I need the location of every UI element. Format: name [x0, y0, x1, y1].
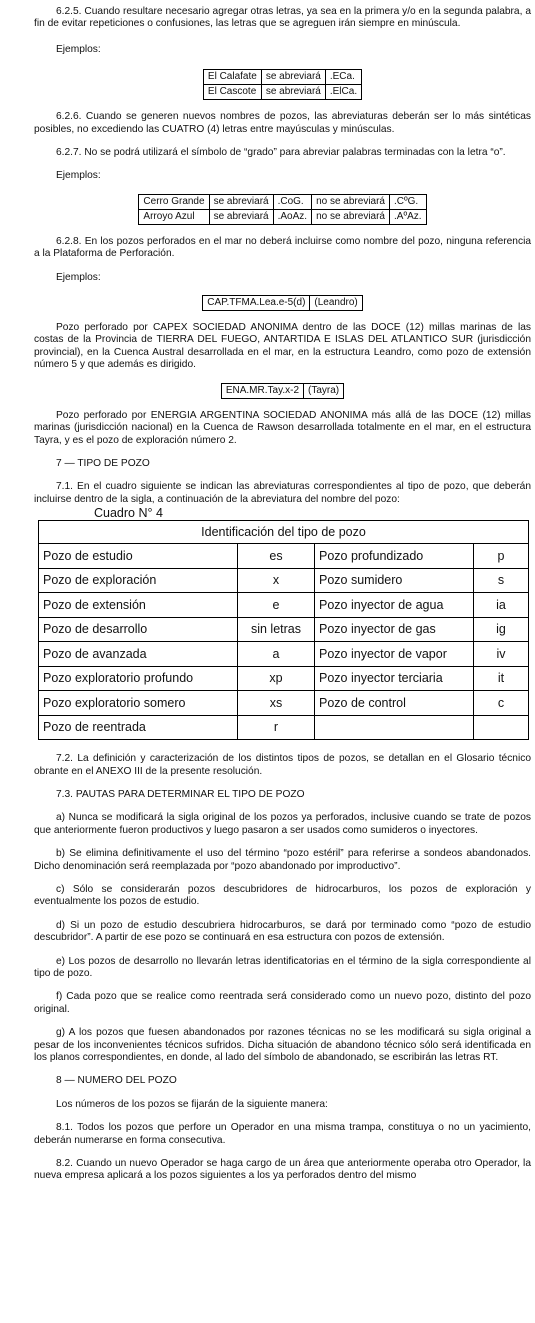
paragraph-capex: Pozo perforado por CAPEX SOCIEDAD ANONIMA dentro de las DOCE (12) millas marinas de las costas de la Provincia de TIERRA DEL FUEGO, ANTARTIDA E ISLAS DEL ATLANTICO SUR (jurisdicción provincial), en la Cuenca Austral desarrollada en el mar, en la estructura Leandro, como pozo de extensión número 5 y que además es dirigido.	[34, 322, 531, 371]
examples-label: Ejemplos:	[56, 43, 101, 55]
table-cell: ENA.MR.Tay.x-2	[221, 383, 303, 398]
table-cell: ig	[474, 617, 529, 642]
abbreviation-table-1	[203, 69, 362, 100]
table-cell: s	[474, 568, 529, 593]
paragraph-f: f) Cada pozo que se realice como reentrada será considerado como un nuevo pozo, distinto del pozo original.	[34, 991, 531, 1015]
table-cell: .AoAz.	[273, 209, 311, 224]
table-cell: Pozo inyector de gas	[315, 617, 474, 642]
table-cell: e	[238, 593, 315, 618]
table-row	[139, 194, 426, 209]
table-cell: Cerro Grande	[139, 194, 209, 209]
table-row	[139, 209, 426, 224]
table-cell: .CºG.	[390, 194, 427, 209]
table-cell: CAP.TFMA.Lea.e-5(d)	[203, 296, 310, 311]
table-cell: ia	[474, 593, 529, 618]
table-cell: se abreviará	[261, 85, 325, 100]
table-header: Identificación del tipo de pozo	[39, 521, 529, 544]
table-cell: Pozo de reentrada	[39, 715, 238, 740]
paragraph-enarsa: Pozo perforado por ENERGIA ARGENTINA SOCIEDAD ANONIMA más allá de las DOCE (12) millas marinas (jurisdicción nacional) en la Cuenca de Rawson desarrollada totalmente en el mar, en el estructura Tayra, y es el pozo de exploración número 2.	[34, 409, 531, 446]
table-cell: Arroyo Azul	[139, 209, 209, 224]
table-row	[39, 642, 529, 667]
table-row	[39, 544, 529, 569]
table-cell: El Cascote	[203, 85, 261, 100]
examples-label: Ejemplos:	[56, 170, 101, 182]
paragraph-6-2-5: 6.2.5. Cuando resultare necesario agregar otras letras, ya sea en la primera y/o en la segunda palabra, a fin de evitar repeticiones o confusiones, las letras que se agreguen irán siempre en minúscula.	[34, 6, 531, 30]
well-type-table	[38, 520, 529, 740]
section-heading-7-3: 7.3. PAUTAS PARA DETERMINAR EL TIPO DE POZO	[56, 788, 305, 800]
paragraph-8-1: 8.1. Todos los pozos que perfore un Operador en una misma trampa, constituya o no un yacimiento, deberán numerarse en forma consecutiva.	[34, 1122, 531, 1146]
table-cell: a	[238, 642, 315, 667]
table-row	[39, 666, 529, 691]
table-row	[221, 383, 343, 398]
paragraph-g: g) A los pozos que fuesen abandonados por razones técnicas no se les modificará su sigla original a pesar de los inconvenientes técnicos sufridos. Dicha situación de abandono técnico sólo será identificada en los planos correspondientes, en donde, al lado del símbolo de abandonado, se escribirán las letras RT.	[34, 1027, 531, 1064]
table-cell: Pozo de desarrollo	[39, 617, 238, 642]
table-cell: Pozo de exploración	[39, 568, 238, 593]
table-cell: Pozo de extensión	[39, 593, 238, 618]
table-cell: x	[238, 568, 315, 593]
table-cell: xs	[238, 691, 315, 716]
cuadro-title: Cuadro N° 4	[94, 506, 163, 521]
table-cell: es	[238, 544, 315, 569]
table-cell: .CoG.	[273, 194, 311, 209]
table-cell: El Calafate	[203, 70, 261, 85]
table-row	[39, 715, 529, 740]
table-row	[203, 296, 363, 311]
table-row	[39, 568, 529, 593]
table-cell: no se abreviará	[312, 194, 390, 209]
table-cell: c	[474, 691, 529, 716]
table-cell: Pozo inyector terciaria	[315, 666, 474, 691]
paragraph-7-2: 7.2. La definición y caracterización de los distintos tipos de pozos, se detallan en el Glosario técnico obrante en el ANEXO III de la presente resolución.	[34, 753, 531, 777]
table-row	[203, 70, 361, 85]
table-cell: sin letras	[238, 617, 315, 642]
section-heading-7: 7 — TIPO DE POZO	[56, 457, 150, 469]
paragraph-8-2: 8.2. Cuando un nuevo Operador se haga cargo de un área que anteriormente operaba otro Operador, la nueva empresa aplicará a los pozos siguientes a los ya perforados dentro del mismo	[34, 1158, 531, 1182]
table-cell: .ElCa.	[325, 85, 361, 100]
table-cell: Pozo exploratorio profundo	[39, 666, 238, 691]
table-header-row	[39, 521, 529, 544]
example-sigla-enarsa	[221, 383, 344, 399]
table-cell: Pozo de estudio	[39, 544, 238, 569]
table-row	[203, 85, 361, 100]
paragraph-b: b) Se elimina definitivamente el uso del término “pozo estéril” para referirse a sondeos abandonados. Dicho denominación será reemplazada por “pozo abandonado por improductivo”.	[34, 848, 531, 872]
table-cell: (Tayra)	[304, 383, 344, 398]
section-heading-8: 8 — NUMERO DEL POZO	[56, 1075, 177, 1087]
table-cell: Pozo de control	[315, 691, 474, 716]
table-cell: (Leandro)	[310, 296, 362, 311]
paragraph-6-2-8: 6.2.8. En los pozos perforados en el mar no deberá incluirse como nombre del pozo, ninguna referencia a la Plataforma de Perforación.	[34, 235, 531, 260]
abbreviation-table-2	[138, 194, 426, 225]
table-cell: r	[238, 715, 315, 740]
table-cell: p	[474, 544, 529, 569]
table-cell	[315, 715, 474, 740]
table-cell: .ECa.	[325, 70, 361, 85]
table-cell: se abreviará	[261, 70, 325, 85]
paragraph-7-1: 7.1. En el cuadro siguiente se indican las abreviaturas correspondientes al tipo de pozo, que deberán incluirse dentro de la sigla, a continuación de la abreviatura del nombre del pozo:	[34, 481, 531, 505]
paragraph-d: d) Si un pozo de estudio descubriera hidrocarburos, se dará por terminado como “pozo de estudio descubridor”. A partir de ese pozo se continuará en esa estructura con pozos de extensión.	[34, 919, 531, 944]
document-page	[34, 6, 531, 1183]
examples-label: Ejemplos:	[56, 271, 101, 283]
example-sigla-capex	[202, 295, 363, 311]
paragraph-e: e) Los pozos de desarrollo no llevarán letras identificatorias en el término de la sigla correspondiente al tipo de pozo.	[34, 955, 531, 979]
table-cell: .AºAz.	[390, 209, 427, 224]
table-row	[39, 617, 529, 642]
table-cell: xp	[238, 666, 315, 691]
table-cell	[474, 715, 529, 740]
table-cell: Pozo exploratorio somero	[39, 691, 238, 716]
table-cell: Pozo de avanzada	[39, 642, 238, 667]
table-cell: se abreviará	[209, 194, 273, 209]
table-row	[39, 691, 529, 716]
table-cell: Pozo inyector de agua	[315, 593, 474, 618]
paragraph-6-2-7: 6.2.7. No se podrá utilizará el símbolo de “grado” para abreviar palabras terminadas con la letra “o”.	[56, 147, 506, 159]
table-cell: iv	[474, 642, 529, 667]
table-row	[39, 593, 529, 618]
table-cell: Pozo inyector de vapor	[315, 642, 474, 667]
paragraph-c: c) Sólo se considerarán pozos descubridores de hidrocarburos, los pozos de exploración y eventualmente los pozos de estudio.	[34, 883, 531, 908]
paragraph-8-intro: Los números de los pozos se fijarán de la siguiente manera:	[56, 1098, 328, 1110]
paragraph-a: a) Nunca se modificará la sigla original de los pozos ya perforados, inclusive cuando se trate de pozos que anteriormente fueron productivos y luego pasaron a ser usados como sumideros o inyectores.	[34, 812, 531, 836]
table-cell: no se abreviará	[312, 209, 390, 224]
table-cell: it	[474, 666, 529, 691]
table-cell: Pozo profundizado	[315, 544, 474, 569]
table-cell: se abreviará	[209, 209, 273, 224]
table-cell: Pozo sumidero	[315, 568, 474, 593]
paragraph-6-2-6: 6.2.6. Cuando se generen nuevos nombres de pozos, las abreviaturas deberán ser lo más sintéticas posibles, no excediendo las CUATRO (4) letras entre mayúsculas y minúsculas.	[34, 111, 531, 135]
